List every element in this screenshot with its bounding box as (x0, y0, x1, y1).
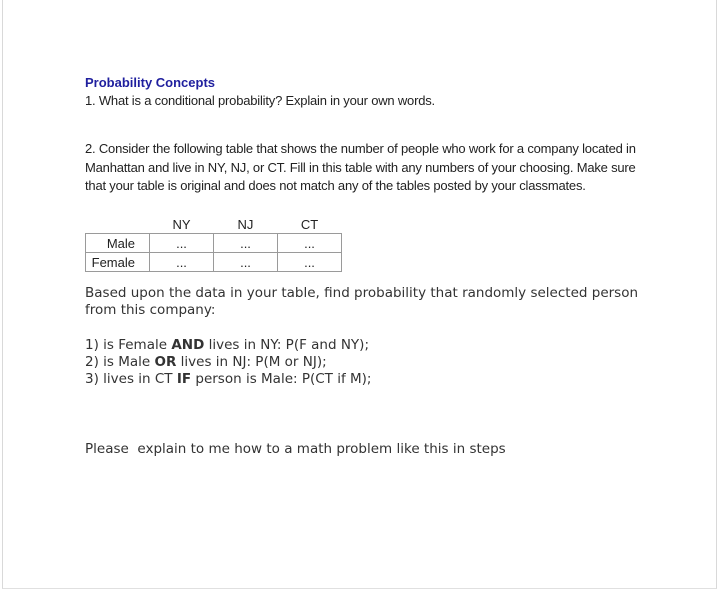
table-header-cell: NY (172, 216, 191, 232)
table-cell: ... (278, 234, 342, 253)
table-cell: ... (150, 253, 214, 272)
list-item: 2) is Male OR lives in NJ: P(M or NJ); (85, 354, 327, 370)
table-header-cell (86, 215, 150, 234)
table-row (86, 234, 342, 253)
row-label: Male (86, 234, 150, 253)
table-cell: ... (214, 253, 278, 272)
closing-request: Please explain to me how to a math problem like this in steps (85, 441, 506, 457)
table-cell: ... (150, 234, 214, 253)
question-1: 1. What is a conditional probability? Explain in your own words. (85, 93, 435, 108)
question-2: 2. Consider the following table that shows the number of people who work for a company located in Manhattan and live in NY, NJ, or CT. Fill in this table with any numbers of your choosing. Make sure that your table is original and does not match any of the tables posted by your classmates. (85, 141, 636, 193)
row-label: Female (86, 253, 150, 272)
table-cell: ... (214, 234, 278, 253)
list-item: 3) lives in CT IF person is Male: P(CT if M); (85, 371, 372, 387)
data-table (85, 215, 342, 272)
table-header-cell: NJ (237, 216, 254, 232)
probability-list (85, 337, 371, 388)
section-heading: Probability Concepts (85, 75, 216, 90)
table-cell: ... (278, 253, 342, 272)
table-row (86, 253, 342, 272)
table-header-row (86, 215, 342, 234)
instruction-text: Based upon the data in your table, find probability that randomly selected person from this company: (85, 285, 639, 318)
list-item: 1) is Female AND lives in NY: P(F and NY); (85, 337, 369, 353)
table-header-cell: CT (300, 216, 319, 232)
